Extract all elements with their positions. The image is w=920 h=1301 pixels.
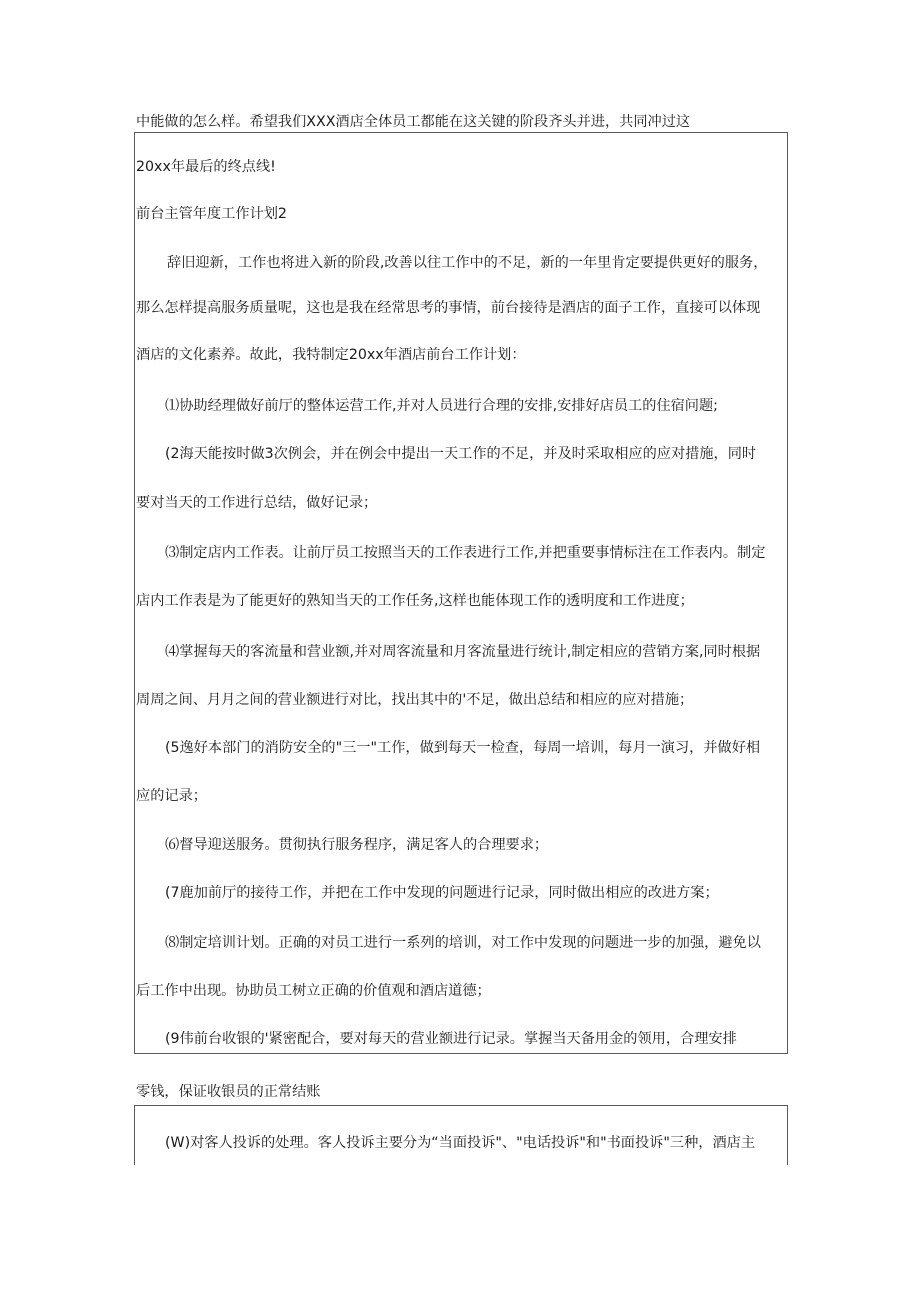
list-item-line: 店内工作表是为了能更好的熟知当天的工作任务,这样也能体现工作的透明度和工作进度； — [136, 593, 694, 609]
list-item-line: ⑴协助经理做好前厅的整体运营工作,并对人员进行合理的安排,安排好店员工的住宿问题; — [165, 398, 718, 414]
paragraph-line: 零钱，保证收银员的正常结账 — [136, 1084, 321, 1100]
paragraph-line: 20xx年最后的终点线! — [136, 159, 276, 175]
paragraph-line: 中能做的怎么样。希望我们XXX酒店全体员工都能在这关键的阶段齐头并进，共同冲过这 — [136, 114, 691, 130]
list-item-line: (9伟前台收银的'紧密配合，要对每天的营业额进行记录。掌握当天备用金的领用，合理安排 — [165, 1031, 737, 1047]
list-item-line: ⑹督导迎送服务。贯彻执行服务程序，满足客人的合理要求； — [165, 837, 549, 853]
paragraph-line: 酒店的文化素养。故此，我特制定20xx年酒店前台工作计划： — [136, 347, 526, 363]
list-item-line: (7鹿加前厅的接待工作，并把在工作中发现的问题进行记录，同时做出相应的改进方案； — [165, 885, 719, 901]
paragraph-line: 辞旧迎新，工作也将进入新的阶段,改善以往工作中的不足，新的一年里肯定要提供更好的服务， — [167, 255, 768, 271]
list-item-line: 应的记录； — [136, 788, 207, 804]
list-item-line: 要对当天的工作进行总结，做好记录； — [136, 495, 378, 511]
list-item-line: (5逸好本部门的消防安全的"三一"工作，做到每天一检查，每周一培训，每月一演习，并做好相 — [165, 740, 761, 756]
paragraph-line: 那么怎样提高服务质量呢，这也是我在经常思考的事情，前台接待是酒店的面子工作，直接可以体现 — [136, 300, 761, 316]
list-item-line: ⑶制定店内工作表。让前厅员工按照当天的工作表进行工作,并把重要事情标注在工作表内。制定 — [165, 545, 766, 561]
list-item-line: 后工作中出现。协助员工树立正确的价值观和酒店道德； — [136, 983, 491, 999]
list-item-line: (W)对客人投诉的处理。客人投诉主要分为“当面投诉"、"电话投诉"和"书面投诉"三种，酒店主 — [165, 1135, 756, 1151]
list-item-line: ⑷掌握每天的客流量和营业额,并对周客流量和月客流量进行统计,制定相应的营销方案,同时根据 — [165, 644, 761, 660]
list-item-line: (2海天能按时做3次例会，并在例会中提出一天工作的不足，并及时采取相应的应对措施，同时 — [165, 446, 757, 462]
section-heading: 前台主管年度工作计划2 — [136, 206, 287, 222]
list-item-line: ⑻制定培训计划。正确的对员工进行一系列的培训，对工作中发现的问题进一步的加强，避免以 — [165, 935, 761, 951]
list-item-line: 周周之间、月月之间的营业额进行对比，找出其中的'不足，做出总结和相应的应对措施； — [136, 692, 694, 708]
